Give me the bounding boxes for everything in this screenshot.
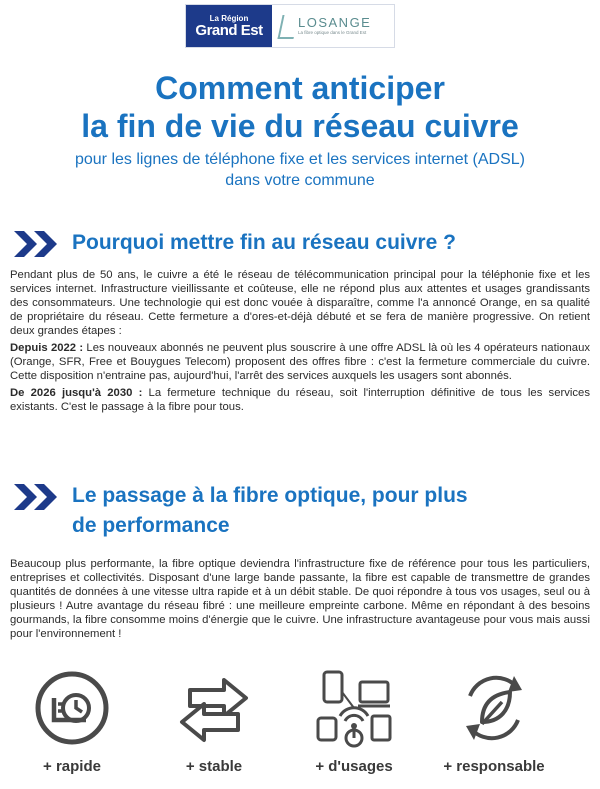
section1-heading bbox=[14, 228, 456, 258]
eco-leaf-icon bbox=[454, 668, 534, 748]
section1-step2 bbox=[10, 386, 590, 414]
speed-clock-icon bbox=[32, 668, 112, 748]
exchange-arrows-icon bbox=[174, 668, 254, 748]
benefit-label: + rapide bbox=[43, 758, 101, 775]
step2-label: De 2026 jusqu'à 2030 : bbox=[10, 387, 143, 399]
benefit-item-rapide bbox=[2, 668, 142, 775]
region-logo-small-text: La Région bbox=[209, 13, 249, 23]
section2-heading bbox=[14, 481, 468, 541]
section1-body bbox=[10, 268, 590, 417]
step1-text: Les nouveaux abonnés ne peuvent plus souscrire à une offre ADSL là où les 4 opérateurs nationaux (Orange, SFR, Free et Bouygues Telecom) proposent des offres fibre : c'est la fermeture commerciale du cuivre. Cette disposition n'entraine pas, aujourd'hui, l'arrêt des services auxquels les usagers sont abonnés. bbox=[10, 342, 590, 382]
section2-title-line2: de performance bbox=[72, 514, 230, 537]
devices-icon bbox=[314, 668, 394, 748]
page-subtitle-line1: pour les lignes de téléphone fixe et les services internet (ADSL) bbox=[74, 151, 525, 168]
section2-body bbox=[10, 557, 590, 644]
region-grand-est-logo bbox=[186, 5, 272, 47]
section1-title: Pourquoi mettre fin au réseau cuivre ? bbox=[72, 231, 456, 254]
section2-title bbox=[72, 481, 468, 541]
page-title-line1: Comment anticiper bbox=[155, 70, 445, 106]
step1-label: Depuis 2022 : bbox=[10, 342, 84, 354]
benefits-row bbox=[0, 668, 600, 789]
losange-mark-icon bbox=[278, 13, 294, 39]
section1-step1 bbox=[10, 341, 590, 383]
double-chevron-icon bbox=[14, 231, 64, 257]
logo-banner bbox=[185, 4, 395, 48]
losange-logo bbox=[272, 5, 394, 47]
page-title-line2: la fin de vie du réseau cuivre bbox=[81, 108, 519, 144]
section2-text: Beaucoup plus performante, la fibre optique deviendra l'infrastructure fixe de référence pour tous les particuliers, entreprises et collectivités. Disposant d'une large bande passante, la fibre est capable de transmettre de grandes quantités de données à une vitesse ultra rapide et à un débit stable. De quoi répondre à tous vos usages, seul ou à plusieurs ! Autre avantage du réseau fibré : une meilleure empreinte carbone. Même en répondant à des besoins gourmands, la fibre consomme moins d'énergie que le cuivre. Une infrastructure avantageuse pour vous mais aussi pour l'environnement ! bbox=[10, 558, 590, 640]
losange-logo-tagline: La fibre optique dans le Grand Est bbox=[298, 30, 367, 35]
benefit-label: + responsable bbox=[443, 758, 545, 775]
section2-title-line1: Le passage à la fibre optique, pour plus bbox=[72, 484, 468, 507]
page-subtitle-line2: dans votre commune bbox=[225, 172, 375, 189]
benefit-item-stable bbox=[144, 668, 284, 775]
section1-intro: Pendant plus de 50 ans, le cuivre a été le réseau de télécommunication principal pour la téléphonie fixe et les services internet. Infrastructure vieillissante et coûteuse, elle ne répond plus aux attentes et usages grandissants des consommateurs. Une technologie qui est donc vouée à disparaître, comme l'a annoncé Orange, en sa qualité de propriétaire du réseau. Cette fermeture a d'ores-et-déjà débuté et se fera de manière progressive. On retient deux grandes étapes : bbox=[10, 269, 590, 337]
benefit-label: + d'usages bbox=[315, 758, 393, 775]
benefit-item-responsable bbox=[424, 668, 564, 775]
step2-text: La fermeture technique du réseau, soit l'interruption définitive de tous les services existants. C'est le passage à la fibre pour tous. bbox=[10, 387, 590, 413]
region-logo-big-text: Grand Est bbox=[195, 21, 263, 39]
losange-logo-name: LOSANGE bbox=[298, 15, 372, 30]
benefit-item-usages bbox=[284, 668, 424, 775]
benefit-label: + stable bbox=[185, 758, 243, 775]
double-chevron-icon bbox=[14, 484, 64, 510]
